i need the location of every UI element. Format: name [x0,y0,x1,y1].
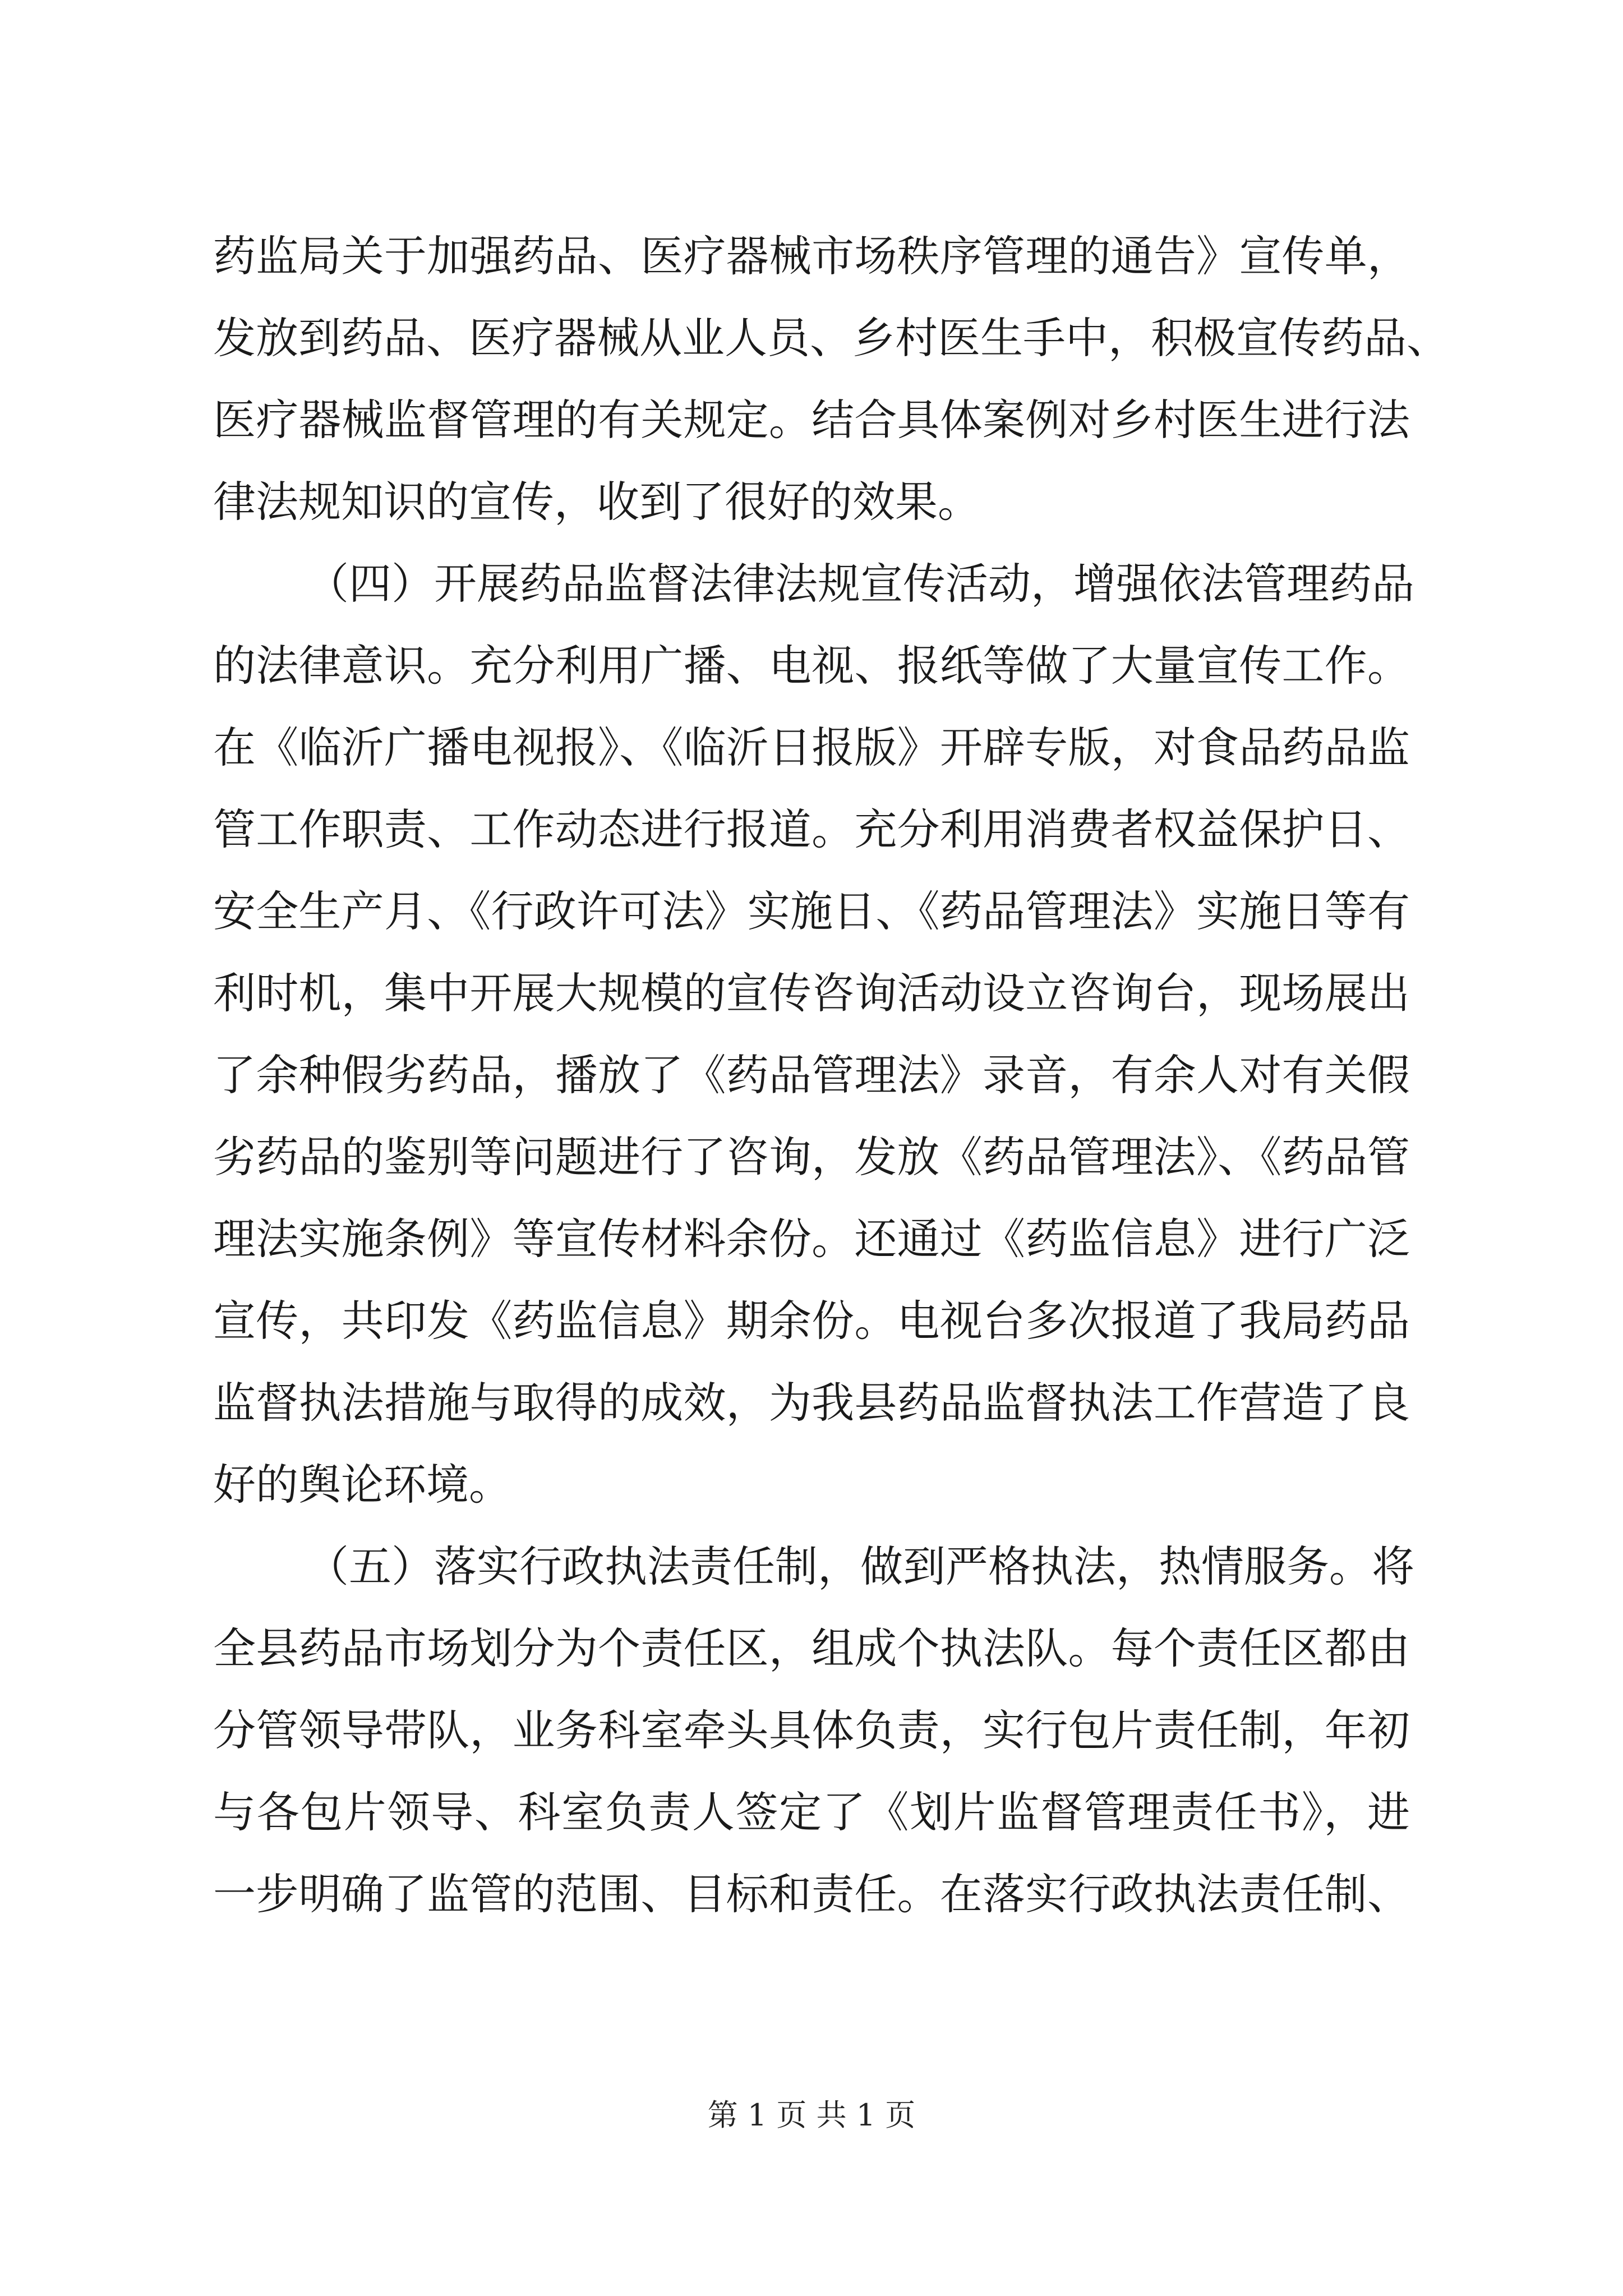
body-line: 理法实施条例》等宣传材料余份。还通过《药监信息》进行广泛 [213,1214,1410,1264]
body-line: 监督执法措施与取得的成效，为我县药品监督执法工作营造了良 [213,1378,1410,1428]
body-line: 宣传，共印发《药监信息》期余份。电视台多次报道了我局药品 [213,1296,1410,1346]
body-line: 药监局关于加强药品、医疗器械市场秩序管理的通告》宣传单， [213,231,1410,281]
body-line: 了余种假劣药品，播放了《药品管理法》录音，有余人对有关假 [213,1050,1410,1100]
body-line: 在《临沂广播电视报》、《临沂日报版》开辟专版，对食品药品监 [213,723,1410,772]
body-line: 的法律意识。充分利用广播、电视、报纸等做了大量宣传工作。 [213,641,1410,691]
body-line: 医疗器械监督管理的有关规定。结合具体案例对乡村医生进行法 [213,395,1410,445]
body-line: 管工作职责、工作动态进行报道。充分利用消费者权益保护日、 [213,804,1410,854]
body-line: 劣药品的鉴别等问题进行了咨询，发放《药品管理法》、《药品管 [213,1132,1410,1182]
body-line: 安全生产月、《行政许可法》实施日、《药品管理法》实施日等有 [213,886,1410,936]
page-number-footer: 第 1 页 共 1 页 [707,2097,916,2133]
body-line: 发放到药品、医疗器械从业人员、乡村医生手中，积极宣传药品、 [213,313,1449,363]
body-line: （五）落实行政执法责任制，做到严格执法，热情服务。将 [306,1542,1414,1591]
body-line: 好的舆论环境。 [213,1460,511,1510]
body-line: 分管领导带队，业务科室牵头具体负责，实行包片责任制，年初 [213,1705,1410,1755]
body-line: 全县药品市场划分为个责任区，组成个执法队。每个责任区都由 [213,1623,1410,1673]
body-line: 律法规知识的宣传，收到了很好的效果。 [213,477,980,527]
body-line: 一步明确了监管的范围、目标和责任。在落实行政执法责任制、 [213,1869,1410,1919]
body-line: （四）开展药品监督法律法规宣传活动，增强依法管理药品 [306,559,1414,609]
document-body [213,215,1449,1935]
body-line: 与各包片领导、科室负责人签定了《划片监督管理责任书》，进 [213,1787,1410,1837]
body-line: 利时机，集中开展大规模的宣传咨询活动设立咨询台，现场展出 [213,968,1410,1018]
